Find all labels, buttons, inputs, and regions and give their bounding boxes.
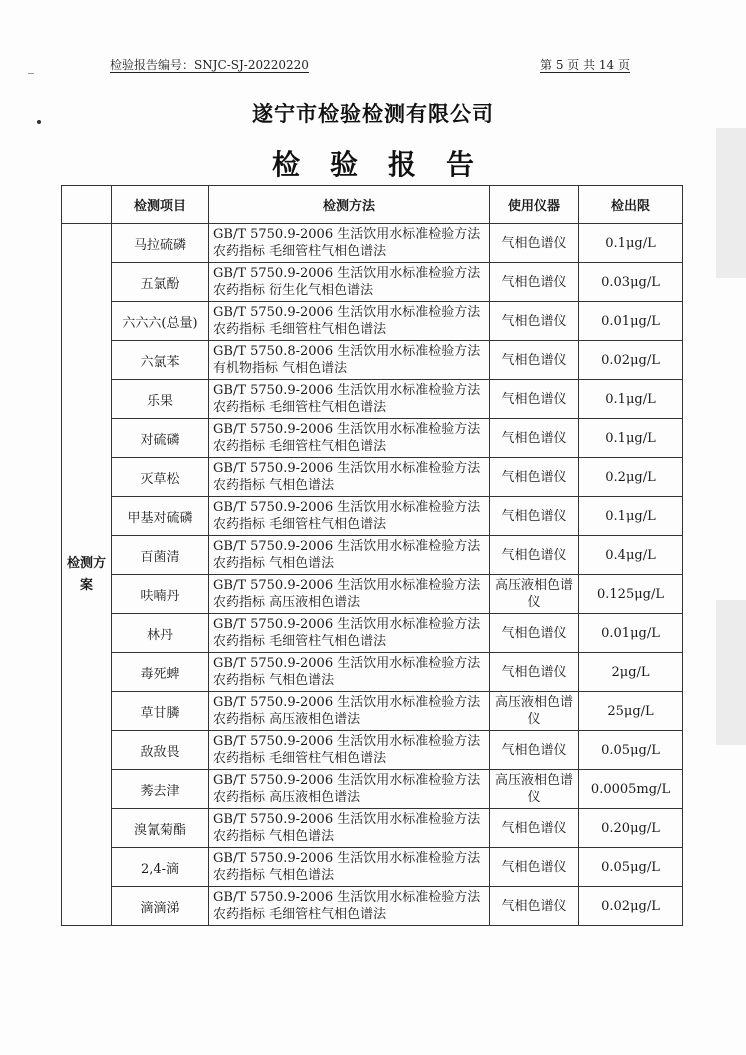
table-row [62,419,683,458]
item-cell: 对硫磷 [112,419,209,458]
instrument-cell: 气相色谱仪 [490,263,579,302]
table-row [62,575,683,614]
method-cell: GB/T 5750.9-2006 生活饮用水标准检验方法 农药指标 高压液相色谱法 [209,770,490,809]
item-cell: 六六六(总量) [112,302,209,341]
instrument-cell: 气相色谱仪 [490,614,579,653]
item-cell: 2,4-滴 [112,848,209,887]
item-cell: 莠去津 [112,770,209,809]
edge-artifact [716,128,746,278]
method-cell: GB/T 5750.9-2006 生活饮用水标准检验方法 农药指标 气相色谱法 [209,809,490,848]
side-label: 检测方案 [62,224,112,926]
item-cell: 呋喃丹 [112,575,209,614]
table-row [62,497,683,536]
instrument-cell: 气相色谱仪 [490,224,579,263]
instrument-cell: 气相色谱仪 [490,731,579,770]
method-cell: GB/T 5750.9-2006 生活饮用水标准检验方法 农药指标 毛细管柱气相色谱法 [209,887,490,926]
limit-cell: 0.125μg/L [579,575,683,614]
table-row [62,887,683,926]
table-row [62,458,683,497]
item-cell: 甲基对硫磷 [112,497,209,536]
limit-cell: 25μg/L [579,692,683,731]
limit-cell: 0.05μg/L [579,848,683,887]
instrument-cell: 气相色谱仪 [490,887,579,926]
limit-cell: 0.02μg/L [579,341,683,380]
instrument-cell: 气相色谱仪 [490,341,579,380]
item-cell: 毒死蜱 [112,653,209,692]
limit-cell: 0.05μg/L [579,731,683,770]
inspection-table [61,185,683,926]
limit-cell: 0.03μg/L [579,263,683,302]
item-cell: 五氯酚 [112,263,209,302]
limit-cell: 0.4μg/L [579,536,683,575]
limit-cell: 0.20μg/L [579,809,683,848]
col-header-item: 检测项目 [112,186,209,224]
edge-artifact [716,600,746,745]
instrument-cell: 气相色谱仪 [490,653,579,692]
instrument-cell: 气相色谱仪 [490,848,579,887]
limit-cell: 0.0005mg/L [579,770,683,809]
item-cell: 马拉硫磷 [112,224,209,263]
table-row [62,536,683,575]
item-cell: 乐果 [112,380,209,419]
method-cell: GB/T 5750.8-2006 生活饮用水标准检验方法 有机物指标 气相色谱法 [209,341,490,380]
limit-cell: 2μg/L [579,653,683,692]
method-cell: GB/T 5750.9-2006 生活饮用水标准检验方法 农药指标 衍生化气相色谱法 [209,263,490,302]
instrument-cell: 气相色谱仪 [490,302,579,341]
method-cell: GB/T 5750.9-2006 生活饮用水标准检验方法 农药指标 毛细管柱气相色谱法 [209,380,490,419]
table-row [62,614,683,653]
table-row [62,731,683,770]
method-cell: GB/T 5750.9-2006 生活饮用水标准检验方法 农药指标 气相色谱法 [209,458,490,497]
item-cell: 灭草松 [112,458,209,497]
instrument-cell: 气相色谱仪 [490,380,579,419]
instrument-cell: 气相色谱仪 [490,497,579,536]
item-cell: 林丹 [112,614,209,653]
col-header-instrument: 使用仪器 [490,186,579,224]
table-row [62,380,683,419]
method-cell: GB/T 5750.9-2006 生活饮用水标准检验方法 农药指标 气相色谱法 [209,536,490,575]
method-cell: GB/T 5750.9-2006 生活饮用水标准检验方法 农药指标 毛细管柱气相色谱法 [209,614,490,653]
method-cell: GB/T 5750.9-2006 生活饮用水标准检验方法 农药指标 高压液相色谱法 [209,575,490,614]
item-cell: 六氯苯 [112,341,209,380]
side-header-cell [62,186,112,224]
item-cell: 溴氰菊酯 [112,809,209,848]
table-row [62,653,683,692]
limit-cell: 0.1μg/L [579,419,683,458]
table-row [62,770,683,809]
method-cell: GB/T 5750.9-2006 生活饮用水标准检验方法 农药指标 气相色谱法 [209,653,490,692]
limit-cell: 0.02μg/L [579,887,683,926]
col-header-limit: 检出限 [579,186,683,224]
table-row [62,302,683,341]
item-cell: 敌敌畏 [112,731,209,770]
item-cell: 百菌清 [112,536,209,575]
limit-cell: 0.1μg/L [579,224,683,263]
limit-cell: 0.01μg/L [579,614,683,653]
method-cell: GB/T 5750.9-2006 生活饮用水标准检验方法 农药指标 毛细管柱气相色谱法 [209,224,490,263]
instrument-cell: 气相色谱仪 [490,458,579,497]
company-name: 遂宁市检验检测有限公司 [252,101,494,126]
table-row [62,692,683,731]
page-title: 检验报告 [271,148,504,181]
method-cell: GB/T 5750.9-2006 生活饮用水标准检验方法 农药指标 毛细管柱气相色谱法 [209,302,490,341]
report-number: 检验报告编号：SNJC-SJ-20220220 [110,58,309,72]
instrument-cell: 高压液相色谱仪 [490,770,579,809]
instrument-cell: 气相色谱仪 [490,419,579,458]
method-cell: GB/T 5750.9-2006 生活饮用水标准检验方法 农药指标 气相色谱法 [209,848,490,887]
table-row [62,848,683,887]
method-cell: GB/T 5750.9-2006 生活饮用水标准检验方法 农药指标 毛细管柱气相色谱法 [209,497,490,536]
item-cell: 滴滴涕 [112,887,209,926]
table-row [62,341,683,380]
page-info: 第 5 页 共 14 页 [540,58,630,72]
item-cell: 草甘膦 [112,692,209,731]
table-row [62,809,683,848]
table-row [62,263,683,302]
limit-cell: 0.01μg/L [579,302,683,341]
scan-mark [28,73,34,74]
instrument-cell: 高压液相色谱仪 [490,575,579,614]
limit-cell: 0.1μg/L [579,380,683,419]
table-header-row [62,186,683,224]
col-header-method: 检测方法 [209,186,490,224]
method-cell: GB/T 5750.9-2006 生活饮用水标准检验方法 农药指标 毛细管柱气相色谱法 [209,419,490,458]
limit-cell: 0.1μg/L [579,497,683,536]
table-row [62,224,683,263]
instrument-cell: 气相色谱仪 [490,536,579,575]
method-cell: GB/T 5750.9-2006 生活饮用水标准检验方法 农药指标 毛细管柱气相色谱法 [209,731,490,770]
method-cell: GB/T 5750.9-2006 生活饮用水标准检验方法 农药指标 高压液相色谱法 [209,692,490,731]
instrument-cell: 高压液相色谱仪 [490,692,579,731]
instrument-cell: 气相色谱仪 [490,809,579,848]
limit-cell: 0.2μg/L [579,458,683,497]
